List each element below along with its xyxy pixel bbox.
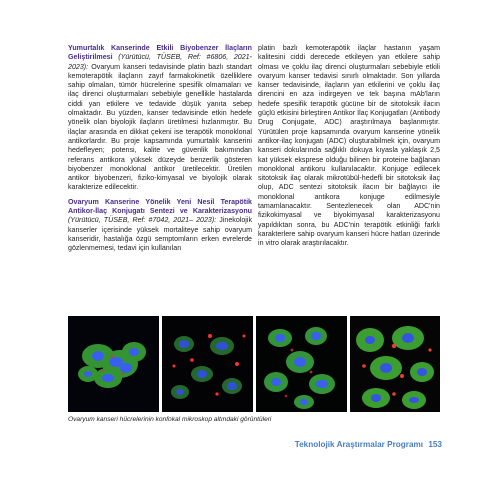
project1-paragraph bbox=[68, 44, 252, 193]
right-column bbox=[258, 44, 440, 254]
microscopy-image-2 bbox=[162, 316, 253, 412]
left-column bbox=[68, 44, 252, 259]
microscopy-image-4 bbox=[350, 316, 440, 412]
project2-body: Jinekolojik kanserler içerisinde yüksek mortaliteye sahip ovaryum kanseridir, hastalığa özgü semptomların erken evrelerde gözlenmemesi, tedavi için kullanılan bbox=[68, 216, 252, 253]
microscopy-image-3 bbox=[256, 316, 347, 412]
project2-title: Ovaryum Kanserine Yönelik Yeni Nesil Terapötik Antikor-İlaç Konjugatı Sentezi ve Karakterizasyonu bbox=[68, 197, 252, 216]
project1-body: Ovaryum kanseri tedavisinde platin bazlı standart kemoterapötik ilaçların zayıf farmakokinetik özelliklere sahip olmaları, tümör hücrelerine spesifik olmamaları ve ilaç direnci oluşturmaları sebebiyle genellikle hastalarda ciddi yan etkilere ve tedavide düşük yanıta sebep olmaktadır. Bu yüzden, kanser tedavisinde etkin hedefe yönelik olan biyolojik ilaçların üretilmesi hızlanmıştır. Bu ilaçlar arasında en dikkat çekeni ise terapötik monoklonal antikorlardır. Bu proje kapsamında yumurtalık kanserini hedefleyen; potensi, kalite ve güvenlik bakımından referans antikora yüksek düzeyde benzerlik gösteren biyobenzer monoklonal antikor üretilecektir. Üretilen antikor biyobenzeri, fiziko-kimyasal ve biyolojik olarak karakterize edilecektir. bbox=[68, 62, 252, 192]
right-column-body: platin bazlı kemoterapötik ilaçlar hastanın yaşam kalitesini ciddi derecede etkileyen yan etkilere sahip olması ve çoklu ilaç direnci oluşturmaları sebebiyle etkili ovaryum kanser tedavisi sınırlı olmaktadır. Son yıllarda kanser tedavisinde, ilaçların yan etkilerini ve çoklu ilaç direncini en aza indirgeyen ve tek başına mAb'ların hedefe spesifik terapötik gücüne bir de sitotoksik ilacın güçlü etkisini birleştiren Antikor İlaç Konjugatları (Antibody Drug Conjugate, ADC) araştırılmaya başlanmıştır. Yürütülen proje kapsamında ovaryum kanserine yönelik antikor-ilaç konjugatı (ADC) oluşturabilmek için, ovaryum kanseri dokularında sağlıklı dokuya kıyasla yaklaşık 2,5 kat yüksek eksprese olduğu bilinen bir proteine bağlanan monoklonal antikoru kullanılacaktır. Konjuge edilecek sitotoksik ilaç olarak mikrotübül-hedefli bir sitotoksik ilaç olup, ADC sentezi sitotoksik ilacın bir bağlayıcı ile monoklonal antikora konjuge edilmesiyle tamamlanacaktır. Sentezlenecek olan ADC'nin fizikokimyasal ve biyokimyasal karakterizasyonu yapıldıktan sonra, bu ADC'nin terapötik etkinliği farklı karakterlere sahip ovaryum kanseri hücre hatları üzerinde in vitro olarak araştırılacaktır. bbox=[258, 44, 440, 248]
page-number: 153 bbox=[428, 440, 442, 449]
image-caption: Ovaryum kanseri hücrelerinin konfokal mikroskop altındaki görüntüleri bbox=[68, 416, 272, 423]
footer-program-label: Teknolojik Araştırmalar Programı bbox=[294, 440, 424, 449]
project1-title: Yumurtalık Kanserinde Etkili Biyobenzer İlaçların Geliştirilmesi bbox=[68, 44, 252, 62]
project2-paragraph bbox=[68, 198, 252, 254]
page-footer bbox=[295, 440, 442, 449]
microscopy-image-1 bbox=[68, 316, 159, 412]
project1-reference: (Yürütücü, TÜSEB, Ref: #6806, 2021-2023): bbox=[68, 53, 252, 71]
project2-reference: (Yürütücü, TÜSEB, Ref: #7042, 2021– 2023): bbox=[68, 216, 217, 225]
microscopy-image-strip bbox=[68, 316, 440, 412]
